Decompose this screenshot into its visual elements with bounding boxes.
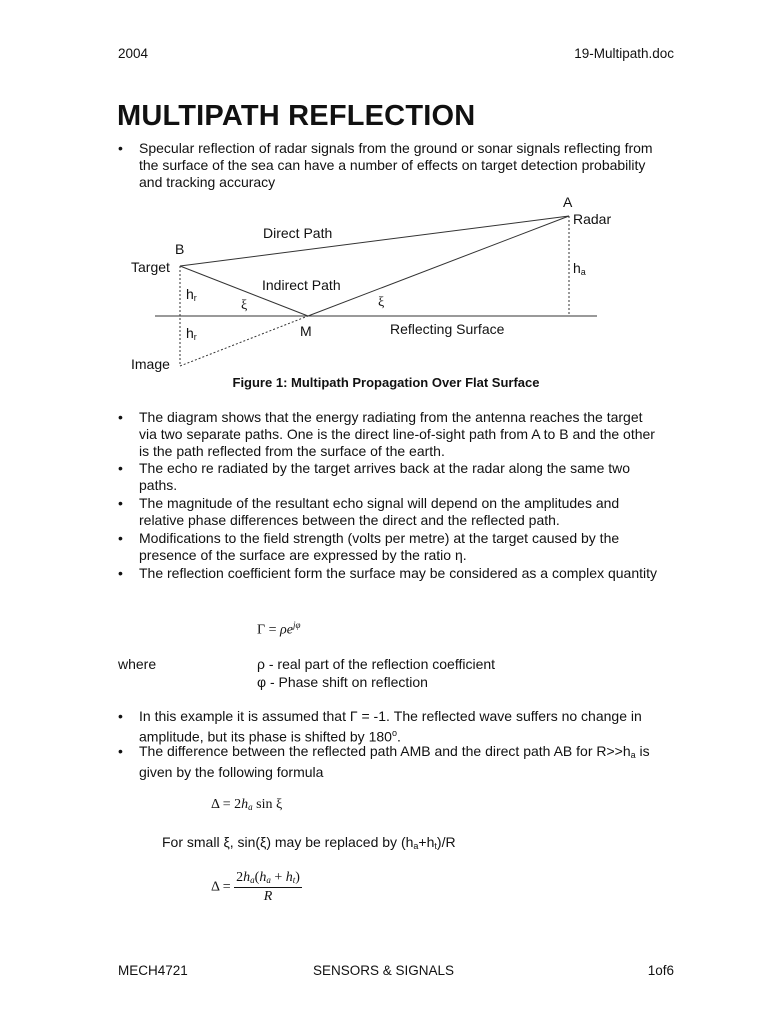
small-angle-note: For small ξ, sin(ξ) may be replaced by $(h_a+h_t)/R$ <box>162 834 456 851</box>
label-xi-incident: ξ <box>241 298 248 313</box>
bullet-text: The reflection coefficient form the surface may be considered as a complex quantity <box>139 565 658 581</box>
equation-path-difference-approx: Δ = $\frac{2h_a(h_a + h_t)}{R}$ <box>211 870 300 904</box>
bullet-text: Modifications to the field strength (volts per metre) at the target caused by the presence of the surface are expressed by the ratio η. <box>139 530 620 563</box>
figure-caption: Figure 1: Multipath Propagation Over Flat Surface <box>232 375 540 390</box>
intro-bullet-text: Specular reflection of radar signals from the ground or sonar signals reflecting from the surface of the sea can have a number of effects on target detection probability and tracking accuracy <box>139 140 653 190</box>
header-filename: 19-Multipath.doc <box>574 46 674 61</box>
page-title: MULTIPATH REFLECTION <box>117 100 476 132</box>
equation-reflection-coefficient: $\Gamma = \rho e^{j\varphi}$ <box>257 620 301 638</box>
bullet-dot: • <box>118 565 123 581</box>
label-M: M <box>300 323 312 339</box>
bullet-item <box>118 495 658 529</box>
bullet-item <box>118 460 658 494</box>
bullet-text: The diagram shows that the energy radiating from the antenna reaches the target via two separate paths. One is the direct line-of-sight path from A to B and the other is the path reflected from the surface of the earth. <box>139 409 655 459</box>
header-year: 2004 <box>118 46 149 61</box>
equation-path-difference: $\Delta = 2h_a$ sin ξ <box>211 797 283 812</box>
bullet-dot: • <box>118 743 123 759</box>
footer-page: 1of6 <box>647 963 674 978</box>
footer-title: SENSORS & SIGNALS <box>313 963 455 978</box>
label-A: A <box>563 194 573 210</box>
bullet-item <box>118 409 658 460</box>
bullet-item <box>118 530 658 564</box>
bullet-item <box>118 565 658 582</box>
bullet-dot: • <box>118 708 123 724</box>
indirect-path-reflected-line <box>308 216 569 316</box>
label-image-height: hr <box>186 325 197 342</box>
image-path-line <box>180 316 308 366</box>
label-target: Target <box>131 259 170 275</box>
label-reflecting-surface: Reflecting Surface <box>390 321 505 337</box>
label-direct-path: Direct Path <box>263 225 333 241</box>
label-indirect-path: Indirect Path <box>262 277 341 293</box>
label-radar-height: ha <box>573 260 586 277</box>
bullet-text: The echo re radiated by the target arrives back at the radar along the same two paths. <box>139 460 631 493</box>
bullet-dot: • <box>118 495 123 511</box>
bullet-dot: • <box>118 140 123 156</box>
fraction: $\frac{2h_a(h_a + h_t)}{R}$ <box>236 870 300 904</box>
label-B: B <box>175 241 185 257</box>
label-target-height: hr <box>186 286 197 303</box>
bullet-item <box>118 743 658 781</box>
bullet-item <box>118 708 658 746</box>
bullet-dot: • <box>118 409 123 425</box>
bullet-text: In this example it is assumed that Γ = -1. The reflected wave suffers no change in amplitude, but its phase is shifted by 180$^o$. <box>139 708 642 745</box>
label-image: Image <box>131 356 170 372</box>
where-label: where <box>118 656 157 672</box>
direct-path-line <box>180 216 569 266</box>
bullet-text: The difference between the reflected path AMB and the direct path AB for $R>>h_a$ is given by the following formula <box>139 743 650 780</box>
bullet-dot: • <box>118 460 123 476</box>
footer-course: MECH4721 <box>118 963 188 978</box>
bullet-dot: • <box>118 530 123 546</box>
phi-definition: φ - Phase shift on reflection <box>257 674 428 690</box>
rho-definition: ρ - real part of the reflection coefficient <box>257 656 496 672</box>
multipath-diagram <box>0 0 768 400</box>
label-radar: Radar <box>573 211 612 227</box>
bullet-text: The magnitude of the resultant echo signal will depend on the amplitudes and relative phase differences between the direct and the reflected path. <box>139 495 620 528</box>
label-xi-reflected: ξ <box>378 295 385 310</box>
